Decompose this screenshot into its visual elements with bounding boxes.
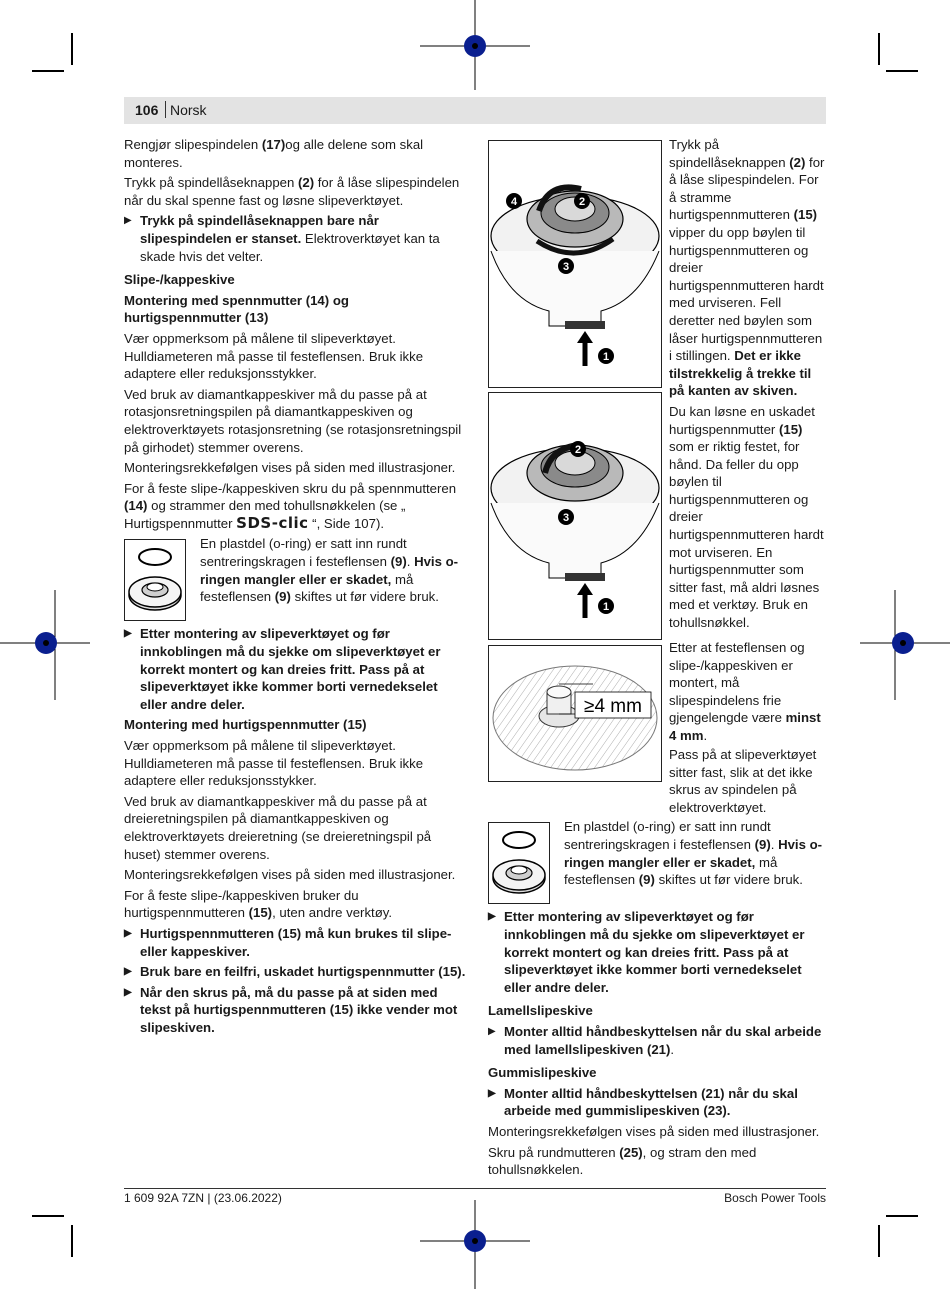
paragraph: Monteringsrekkefølgen vises på siden med illustrasjoner.: [124, 867, 456, 883]
figure-label: 3: [562, 261, 570, 273]
figure-loosen-quick-nut: [488, 392, 662, 640]
thread-length-label: ≥4 mm: [584, 696, 642, 717]
paragraph: Monteringsrekkefølgen vises på siden med illustrasjoner.: [488, 1123, 820, 1139]
warning-bullet: ▶ Når den skrus på, må du passe på at siden med tekst på hurtigspennmutteren (15) ikke vender mot slipeskiven.: [124, 984, 466, 1037]
warning-bullet: ▶ Hurtigspennmutteren (15) må kun brukes til slipe- eller kappeskiver.: [124, 925, 466, 960]
figure-label: 3: [562, 512, 570, 524]
footer-brand: Bosch Power Tools: [724, 1191, 826, 1205]
page-number: 106: [135, 102, 159, 118]
paragraph: Monteringsrekkefølgen vises på siden med illustrasjoner.: [124, 460, 456, 476]
figure-label: 4: [510, 196, 518, 208]
oring-block: [124, 535, 466, 625]
crop-mark: [71, 33, 73, 65]
crop-mark: [32, 1215, 64, 1217]
crop-mark: [878, 1225, 880, 1257]
left-column: [124, 136, 466, 1040]
paragraph: Vær oppmerksom på målene til slipeverktøyet. Hulldiameteren må passe til festeflensen. Bruk ikke adaptere eller reduksjonsstykker.: [124, 330, 424, 382]
paragraph: Ved bruk av diamantkappeskiver må du passe på at dreieretningspilen på diamantkappeskiven og elektroverktøyets dreieretning (se dreieretningspil på huset) stemmer overens.: [124, 793, 432, 862]
figure-label: 2: [578, 196, 586, 208]
right-figure-caption-1: [669, 136, 827, 635]
figure-label: 1: [602, 351, 610, 363]
figure-tighten-quick-nut: [488, 140, 662, 388]
header-separator: [165, 101, 166, 118]
paragraph: Du kan løsne en uskadet hurtigspennmutter (15) som er riktig festet, for hånd. Da feller du opp bøylen til hurtigspennmutteren og dreier hurtigspennmutteren hardt mot urviseren. En hurtigspennmutter som sitter fast, må aldri løsnes med et verktøy. Bruk en tohullsnøkkel.: [669, 403, 824, 631]
page-header: [124, 97, 826, 124]
paragraph: Trykk på spindellåseknappen (2) for å låse slipespindelen. For å stramme hurtigspennmutteren (15) vipper du opp bøylen til hurtigspennmutteren og dreier hurtigspennmutteren hardt med urviseren. Fell deretter ned bøylen som låser hurtigspennmutteren i stillingen. Det er ikke tilstrekkelig å trekke til på kanten av skiven.: [669, 137, 825, 399]
oring-flange-illustration: [488, 822, 550, 904]
crop-mark: [71, 1225, 73, 1257]
subsection-heading: Montering med hurtigspennmutter (15): [124, 717, 367, 733]
warning-bullet: ▶ Etter montering av slipeverktøyet og før innkoblingen må du sjekke om slipeverktøyet er korrekt montert og kan dreies fritt. Pass på at slipeverktøyet ikke kommer borti vernedekselet eller andre deler.: [124, 625, 466, 713]
right-figure-caption-2: [669, 639, 827, 748]
registration-mark-left: [0, 590, 90, 700]
paragraph: For å feste slipe-/kappeskiven skru du på spennmutteren (14) og strammer den med tohullsnøkkelen (se „ Hurtigspennmutter SDS-clic “, Side 107).: [124, 480, 457, 532]
registration-mark-right: [860, 590, 950, 700]
warning-bullet: ▶ Monter alltid håndbeskyttelsen (21) når du skal arbeide med gummislipeskiven (23).: [488, 1085, 828, 1120]
paragraph: Trykk på spindellåseknappen (2) for å låse slipespindelen når du skal spenne fast og løsne slipeverktøyet.: [124, 175, 460, 208]
oring-flange-illustration: [124, 539, 186, 621]
oring-block: [488, 818, 828, 908]
section-heading: Gummislipeskive: [488, 1065, 597, 1081]
crop-mark: [878, 33, 880, 65]
page-language: Norsk: [170, 102, 207, 118]
section-heading: Slipe-/kappeskive: [124, 272, 235, 288]
sds-clic-logo: SDS-clic: [236, 513, 309, 532]
figure-label: 1: [602, 601, 610, 613]
figure-label: 2: [574, 444, 582, 456]
crop-mark: [886, 1215, 918, 1217]
warning-bullet: ▶ Trykk på spindellåseknappen bare når slipespindelen er stanset. Elektroverktøyet kan ta skade hvis det velter.: [124, 212, 466, 265]
crop-mark: [886, 70, 918, 72]
right-column: [488, 746, 828, 1182]
section-heading: Lamellslipeskive: [488, 1003, 593, 1019]
warning-bullet: ▶ Monter alltid håndbeskyttelsen når du skal arbeide med lamellslipeskiven (21).: [488, 1023, 828, 1058]
paragraph: Skru på rundmutteren (25), og stram den med tohullsnøkkelen.: [488, 1144, 757, 1178]
paragraph: Ved bruk av diamantkappeskiver må du passe på at rotasjonsretningspilen på diamantkappeskiven og elektroverktøyets rotasjonsretning (se rotasjonsretningspil på girhodet) stemmer overens.: [124, 386, 462, 455]
paragraph: Pass på at slipeverktøyet sitter fast, slik at det ikke skrus av spindelen på elektroverktøyet.: [669, 747, 817, 815]
paragraph: Etter at festeflensen og slipe-/kappeskiven er montert, må slipespindelens frie gjengelengde være minst 4 mm.: [669, 640, 821, 743]
crop-mark: [32, 70, 64, 72]
paragraph: Rengjør slipespindelen (17)og alle delene som skal monteres.: [124, 137, 424, 170]
oring-note: En plastdel (o-ring) er satt inn rundt sentreringskragen i festeflensen (9). Hvis o-ringen mangler eller er skadet, må festeflensen (9) skiftes ut før videre bruk.: [200, 536, 459, 605]
warning-bullet: ▶ Etter montering av slipeverktøyet og før innkoblingen må du sjekke om slipeverktøyet er korrekt montert og kan dreies fritt. Pass på at slipeverktøyet ikke kommer borti vernedekselet eller andre deler.: [488, 908, 828, 996]
registration-mark-bottom: [420, 1200, 530, 1289]
oring-note: En plastdel (o-ring) er satt inn rundt sentreringskragen i festeflensen (9). Hvis o-ringen mangler eller er skadet, må festeflensen (9) skiftes ut før videre bruk.: [564, 819, 823, 888]
paragraph: For å feste slipe-/kappeskiven bruker du hurtigspennmutteren (15), uten andre verktøy.: [124, 887, 393, 921]
footer-rule: [124, 1188, 826, 1189]
paragraph: Vær oppmerksom på målene til slipeverktøyet. Hulldiameteren må passe til festeflensen. Bruk ikke adaptere eller reduksjonsstykker.: [124, 738, 424, 789]
warning-bullet: ▶ Bruk bare en feilfri, uskadet hurtigspennmutter (15).: [124, 963, 466, 981]
footer-doc-id: 1 609 92A 7ZN | (23.06.2022): [124, 1191, 282, 1205]
registration-mark-top: [420, 0, 530, 90]
subsection-heading: Montering med spennmutter (14) og hurtigspennmutter (13): [124, 292, 349, 326]
